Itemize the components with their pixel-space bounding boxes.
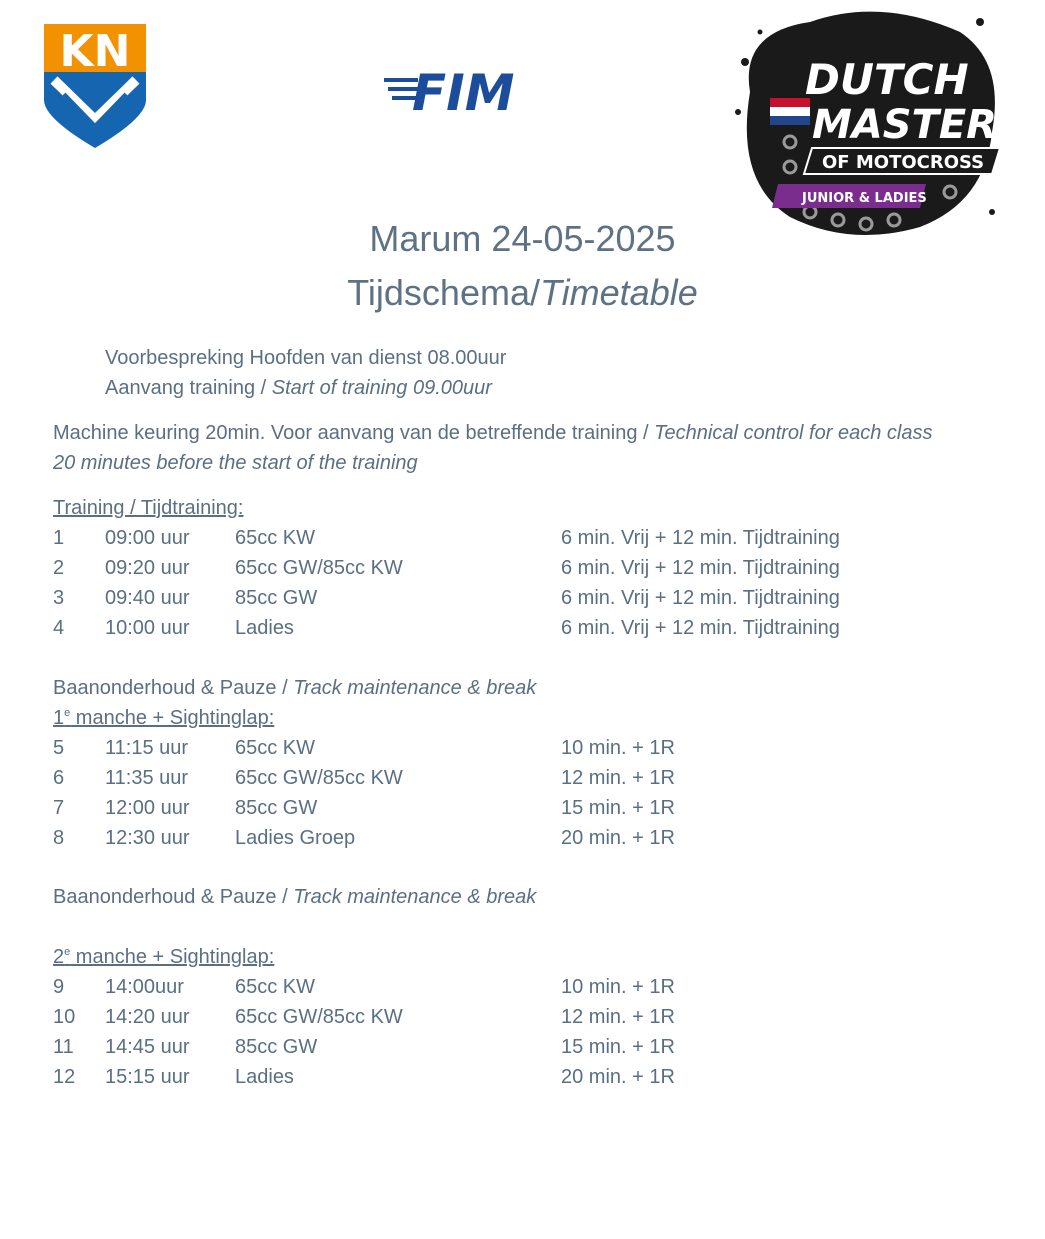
knmv-letters: KN	[59, 26, 131, 77]
row-number: 10	[53, 1006, 76, 1028]
fim-logo	[382, 58, 517, 122]
training-start-italic: Start of training 09.00uur	[271, 377, 492, 399]
dm-line2: MASTERS	[812, 102, 1026, 148]
table-row	[0, 557, 1000, 587]
row-class: Ladies Groep	[235, 827, 356, 849]
row-class: 65cc GW/85cc KW	[235, 557, 403, 579]
row-number: 1	[53, 527, 65, 549]
table-row	[0, 827, 1000, 857]
row-time: 09:00 uur	[105, 527, 190, 549]
fim-text: FIM	[412, 64, 515, 122]
row-class: 85cc GW	[235, 587, 318, 609]
row-description: 20 min. + 1R	[561, 827, 675, 849]
row-time: 14:00uur	[105, 976, 184, 998]
manche2-heading-text: manche + Sightinglap:	[70, 946, 275, 968]
training-start-regular: Aanvang training /	[105, 377, 272, 399]
row-number: 7	[53, 797, 65, 819]
row-description: 10 min. + 1R	[561, 976, 675, 998]
table-row	[0, 737, 1000, 767]
knmv-logo	[40, 22, 150, 150]
row-description: 12 min. + 1R	[561, 767, 675, 789]
keuring-line2: 20 minutes before the start of the training	[53, 452, 418, 474]
manche2-number: 2	[53, 946, 65, 968]
title-line1: Marum 24-05-2025	[369, 218, 676, 259]
keuring-line1	[53, 422, 932, 445]
row-class: 65cc KW	[235, 976, 316, 998]
table-row	[0, 617, 1000, 647]
row-class: 65cc GW/85cc KW	[235, 767, 403, 789]
keuring-regular: Machine keuring 20min. Voor aanvang van de betreffende training /	[53, 422, 655, 444]
row-time: 12:00 uur	[105, 797, 190, 819]
title-line2-regular: Tijdschema/	[347, 272, 540, 313]
break-italic: Track maintenance & break	[293, 677, 537, 699]
row-class: Ladies	[235, 1066, 294, 1088]
row-number: 2	[53, 557, 65, 579]
dm-line1: DUTCH	[805, 55, 969, 104]
page-subtitle	[0, 272, 1045, 314]
table-row	[0, 797, 1000, 827]
training-start-line	[105, 377, 492, 400]
row-time: 11:15 uur	[105, 737, 189, 759]
row-description: 6 min. Vrij + 12 min. Tijdtraining	[561, 527, 840, 549]
table-row	[0, 976, 1000, 1006]
row-time: 12:30 uur	[105, 827, 190, 849]
table-row	[0, 587, 1000, 617]
page-title	[0, 218, 1045, 260]
break-italic: Track maintenance & break	[293, 886, 537, 908]
row-number: 12	[53, 1066, 76, 1088]
title-line2-italic: Timetable	[539, 272, 698, 313]
row-number: 5	[53, 737, 65, 759]
row-description: 6 min. Vrij + 12 min. Tijdtraining	[561, 617, 840, 639]
row-time: 14:45 uur	[105, 1036, 190, 1058]
break-line	[53, 886, 536, 909]
row-description: 20 min. + 1R	[561, 1066, 675, 1088]
row-class: 65cc GW/85cc KW	[235, 1006, 403, 1028]
row-description: 15 min. + 1R	[561, 1036, 675, 1058]
row-number: 9	[53, 976, 65, 998]
row-class: 65cc KW	[235, 737, 316, 759]
row-time: 15:15 uur	[105, 1066, 190, 1088]
manche1-heading-text: manche + Sightinglap:	[70, 707, 275, 729]
row-description: 10 min. + 1R	[561, 737, 675, 759]
break-regular: Baanonderhoud & Pauze /	[53, 886, 294, 908]
row-time: 09:20 uur	[105, 557, 190, 579]
row-class: 85cc GW	[235, 797, 318, 819]
manche1-number: 1	[53, 707, 65, 729]
row-time: 09:40 uur	[105, 587, 190, 609]
table-row	[0, 1036, 1000, 1066]
row-class: 65cc KW	[235, 527, 316, 549]
manche2-heading	[53, 946, 274, 969]
row-class: Ladies	[235, 617, 294, 639]
keuring-italic1: Technical control for each class	[654, 422, 933, 444]
row-time: 14:20 uur	[105, 1006, 190, 1028]
row-description: 6 min. Vrij + 12 min. Tijdtraining	[561, 587, 840, 609]
dm-line4: JUNIOR & LADIES	[802, 191, 927, 206]
table-row	[0, 767, 1000, 797]
row-description: 12 min. + 1R	[561, 1006, 675, 1028]
row-time: 11:35 uur	[105, 767, 189, 789]
manche1-suffix: e	[64, 707, 71, 719]
row-description: 15 min. + 1R	[561, 797, 675, 819]
briefing-line: Voorbespreking Hoofden van dienst 08.00uur	[105, 347, 507, 369]
manche1-heading	[53, 707, 274, 730]
dutch-masters-logo	[730, 2, 1026, 242]
row-class: 85cc GW	[235, 1036, 318, 1058]
row-number: 3	[53, 587, 65, 609]
training-heading: Training / Tijdtraining:	[53, 497, 244, 519]
row-number: 4	[53, 617, 65, 639]
table-row	[0, 1006, 1000, 1036]
dm-line3: OF MOTOCROSS	[822, 152, 985, 173]
row-number: 11	[53, 1036, 74, 1058]
table-row	[0, 1066, 1000, 1096]
break-line	[53, 677, 536, 700]
manche2-suffix: e	[64, 946, 71, 958]
row-time: 10:00 uur	[105, 617, 190, 639]
row-description: 6 min. Vrij + 12 min. Tijdtraining	[561, 557, 840, 579]
row-number: 8	[53, 827, 65, 849]
row-number: 6	[53, 767, 65, 789]
break-regular: Baanonderhoud & Pauze /	[53, 677, 294, 699]
table-row	[0, 527, 1000, 557]
